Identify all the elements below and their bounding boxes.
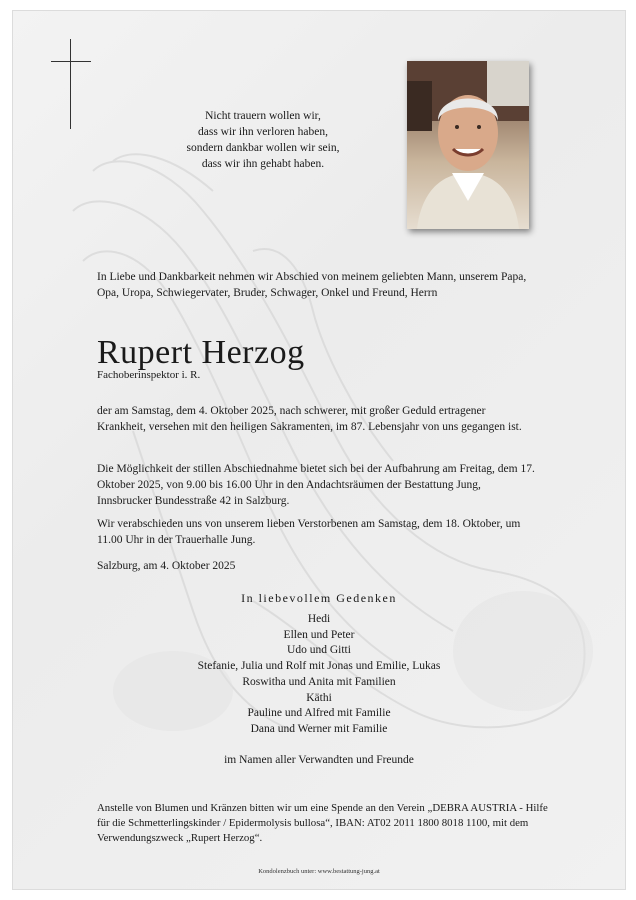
family-member: Stefanie, Julia und Rolf mit Jonas und Emilie, Lukas (197, 660, 441, 673)
family-member: Käthi (306, 691, 332, 704)
poem-line: dass wir ihn verloren haben, (198, 126, 328, 138)
family-member: Roswitha und Anita mit Familien (242, 675, 396, 688)
family-member: Ellen und Peter (283, 628, 355, 641)
family-member: Dana und Werner mit Familie (250, 722, 388, 735)
portrait-illustration (407, 61, 529, 229)
farewell-paragraph: Wir verabschieden uns von unserem lieben Verstorbenen am Samstag, dem 18. Oktober, um 11.00 Uhr in der Trauerhalle Jung. (97, 518, 521, 546)
condolence-footer[interactable]: Kondolenzbuch unter: www.bestattung-jung.at (258, 868, 380, 875)
obituary-page (12, 10, 626, 890)
death-notice-paragraph: der am Samstag, dem 4. Oktober 2025, nach schwerer, mit großer Geduld ertragener Krankheit, versehen mit den heiligen Sakramenten, im 87. Lebensjahr von uns gegangen ist. (97, 405, 522, 433)
family-member: Udo und Gitti (287, 644, 351, 657)
cross-icon (51, 39, 91, 129)
poem-line: sondern dankbar wollen wir sein, (186, 142, 340, 154)
portrait-photo (407, 61, 529, 229)
place-date: Salzburg, am 4. Oktober 2025 (97, 560, 236, 572)
family-member: Pauline und Alfred mit Familie (247, 707, 391, 720)
family-member: Hedi (307, 613, 331, 625)
relatives-line: im Namen aller Verwandten und Freunde (224, 754, 414, 766)
viewing-paragraph: Die Möglichkeit der stillen Abschiednahme bietet sich bei der Aufbahrung am Freitag, dem 17. Oktober 2025, von 9.00 bis 16.00 Uhr in den Andachtsräumen der Bestattung Jung, Innsbrucker Bundesstraße 42 in Salzburg. (97, 463, 535, 507)
deceased-title: Fachoberinspektor i. R. (97, 369, 201, 381)
donation-notice: Anstelle von Blumen und Kränzen bitten wir um eine Spende an den Verein „DEBRA AUSTRIA - Hilfe für die Schmetterlingskinder / Epidermolysis bullosa“, IBAN: AT02 2011 1800 8018 1100, mit dem Verwendungszweck „Rupert Herzog“. (97, 802, 548, 844)
memory-heading: In liebevollem Gedenken (241, 591, 397, 605)
deceased-name: Rupert Herzog (97, 334, 305, 371)
family-list (13, 612, 625, 738)
intro-text: In Liebe und Dankbarkeit nehmen wir Abschied von meinem geliebten Mann, unserem Papa, Opa, Uropa, Schwiegervater, Bruder, Schwager, Onkel und Freund, Herrn (97, 271, 527, 299)
poem (143, 108, 383, 172)
poem-line: Nicht trauern wollen wir, (205, 110, 321, 122)
poem-line: dass wir ihn gehabt haben. (201, 158, 325, 170)
